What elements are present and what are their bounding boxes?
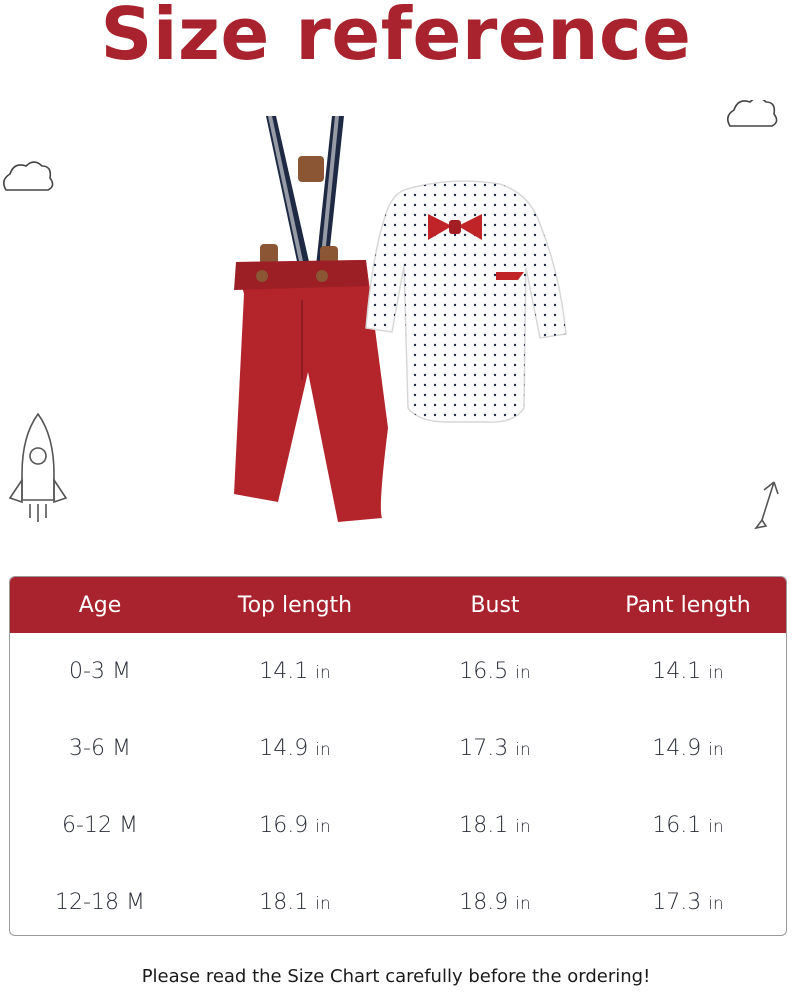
table-header: [10, 577, 786, 633]
table-row: [10, 787, 786, 864]
cell-top-length: 14.1 in: [259, 659, 331, 684]
table-row: [10, 710, 786, 787]
rocket-icon: [10, 414, 66, 522]
cell-top-length: 16.9 in: [259, 813, 331, 838]
cloud-icon: [4, 162, 53, 190]
cell-top-length: 18.1 in: [259, 890, 331, 915]
size-chart-table: [9, 576, 787, 936]
red-pants: [234, 260, 388, 522]
cell-age: 3-6 M: [69, 736, 131, 761]
cell-age: 6-12 M: [62, 813, 138, 838]
cell-pant-length: 14.9 in: [652, 736, 724, 761]
page-title: Size reference: [100, 0, 692, 76]
cell-bust: 16.5 in: [459, 659, 531, 684]
header-pant-length: Pant length: [625, 592, 751, 618]
cell-pant-length: 16.1 in: [652, 813, 724, 838]
header-top-length: Top length: [237, 592, 353, 618]
polka-dot-bodysuit: [366, 181, 566, 422]
footer-note: Please read the Size Chart carefully before the ordering!: [141, 966, 651, 987]
cloud-icon: [728, 100, 777, 126]
header-age: Age: [78, 592, 122, 618]
cell-pant-length: 17.3 in: [652, 890, 724, 915]
cell-bust: 18.9 in: [459, 890, 531, 915]
table-row: [10, 633, 786, 710]
suspenders: [260, 116, 344, 268]
cell-age: 12-18 M: [55, 890, 145, 915]
cell-pant-length: 14.1 in: [652, 659, 724, 684]
cell-bust: 18.1 in: [459, 813, 531, 838]
product-illustration: [0, 100, 792, 560]
header-bust: Bust: [470, 592, 520, 618]
cell-age: 0-3 M: [69, 659, 131, 684]
cell-bust: 17.3 in: [459, 736, 531, 761]
arrow-icon: [756, 482, 778, 528]
cell-top-length: 14.9 in: [259, 736, 331, 761]
table-row: [10, 864, 786, 936]
